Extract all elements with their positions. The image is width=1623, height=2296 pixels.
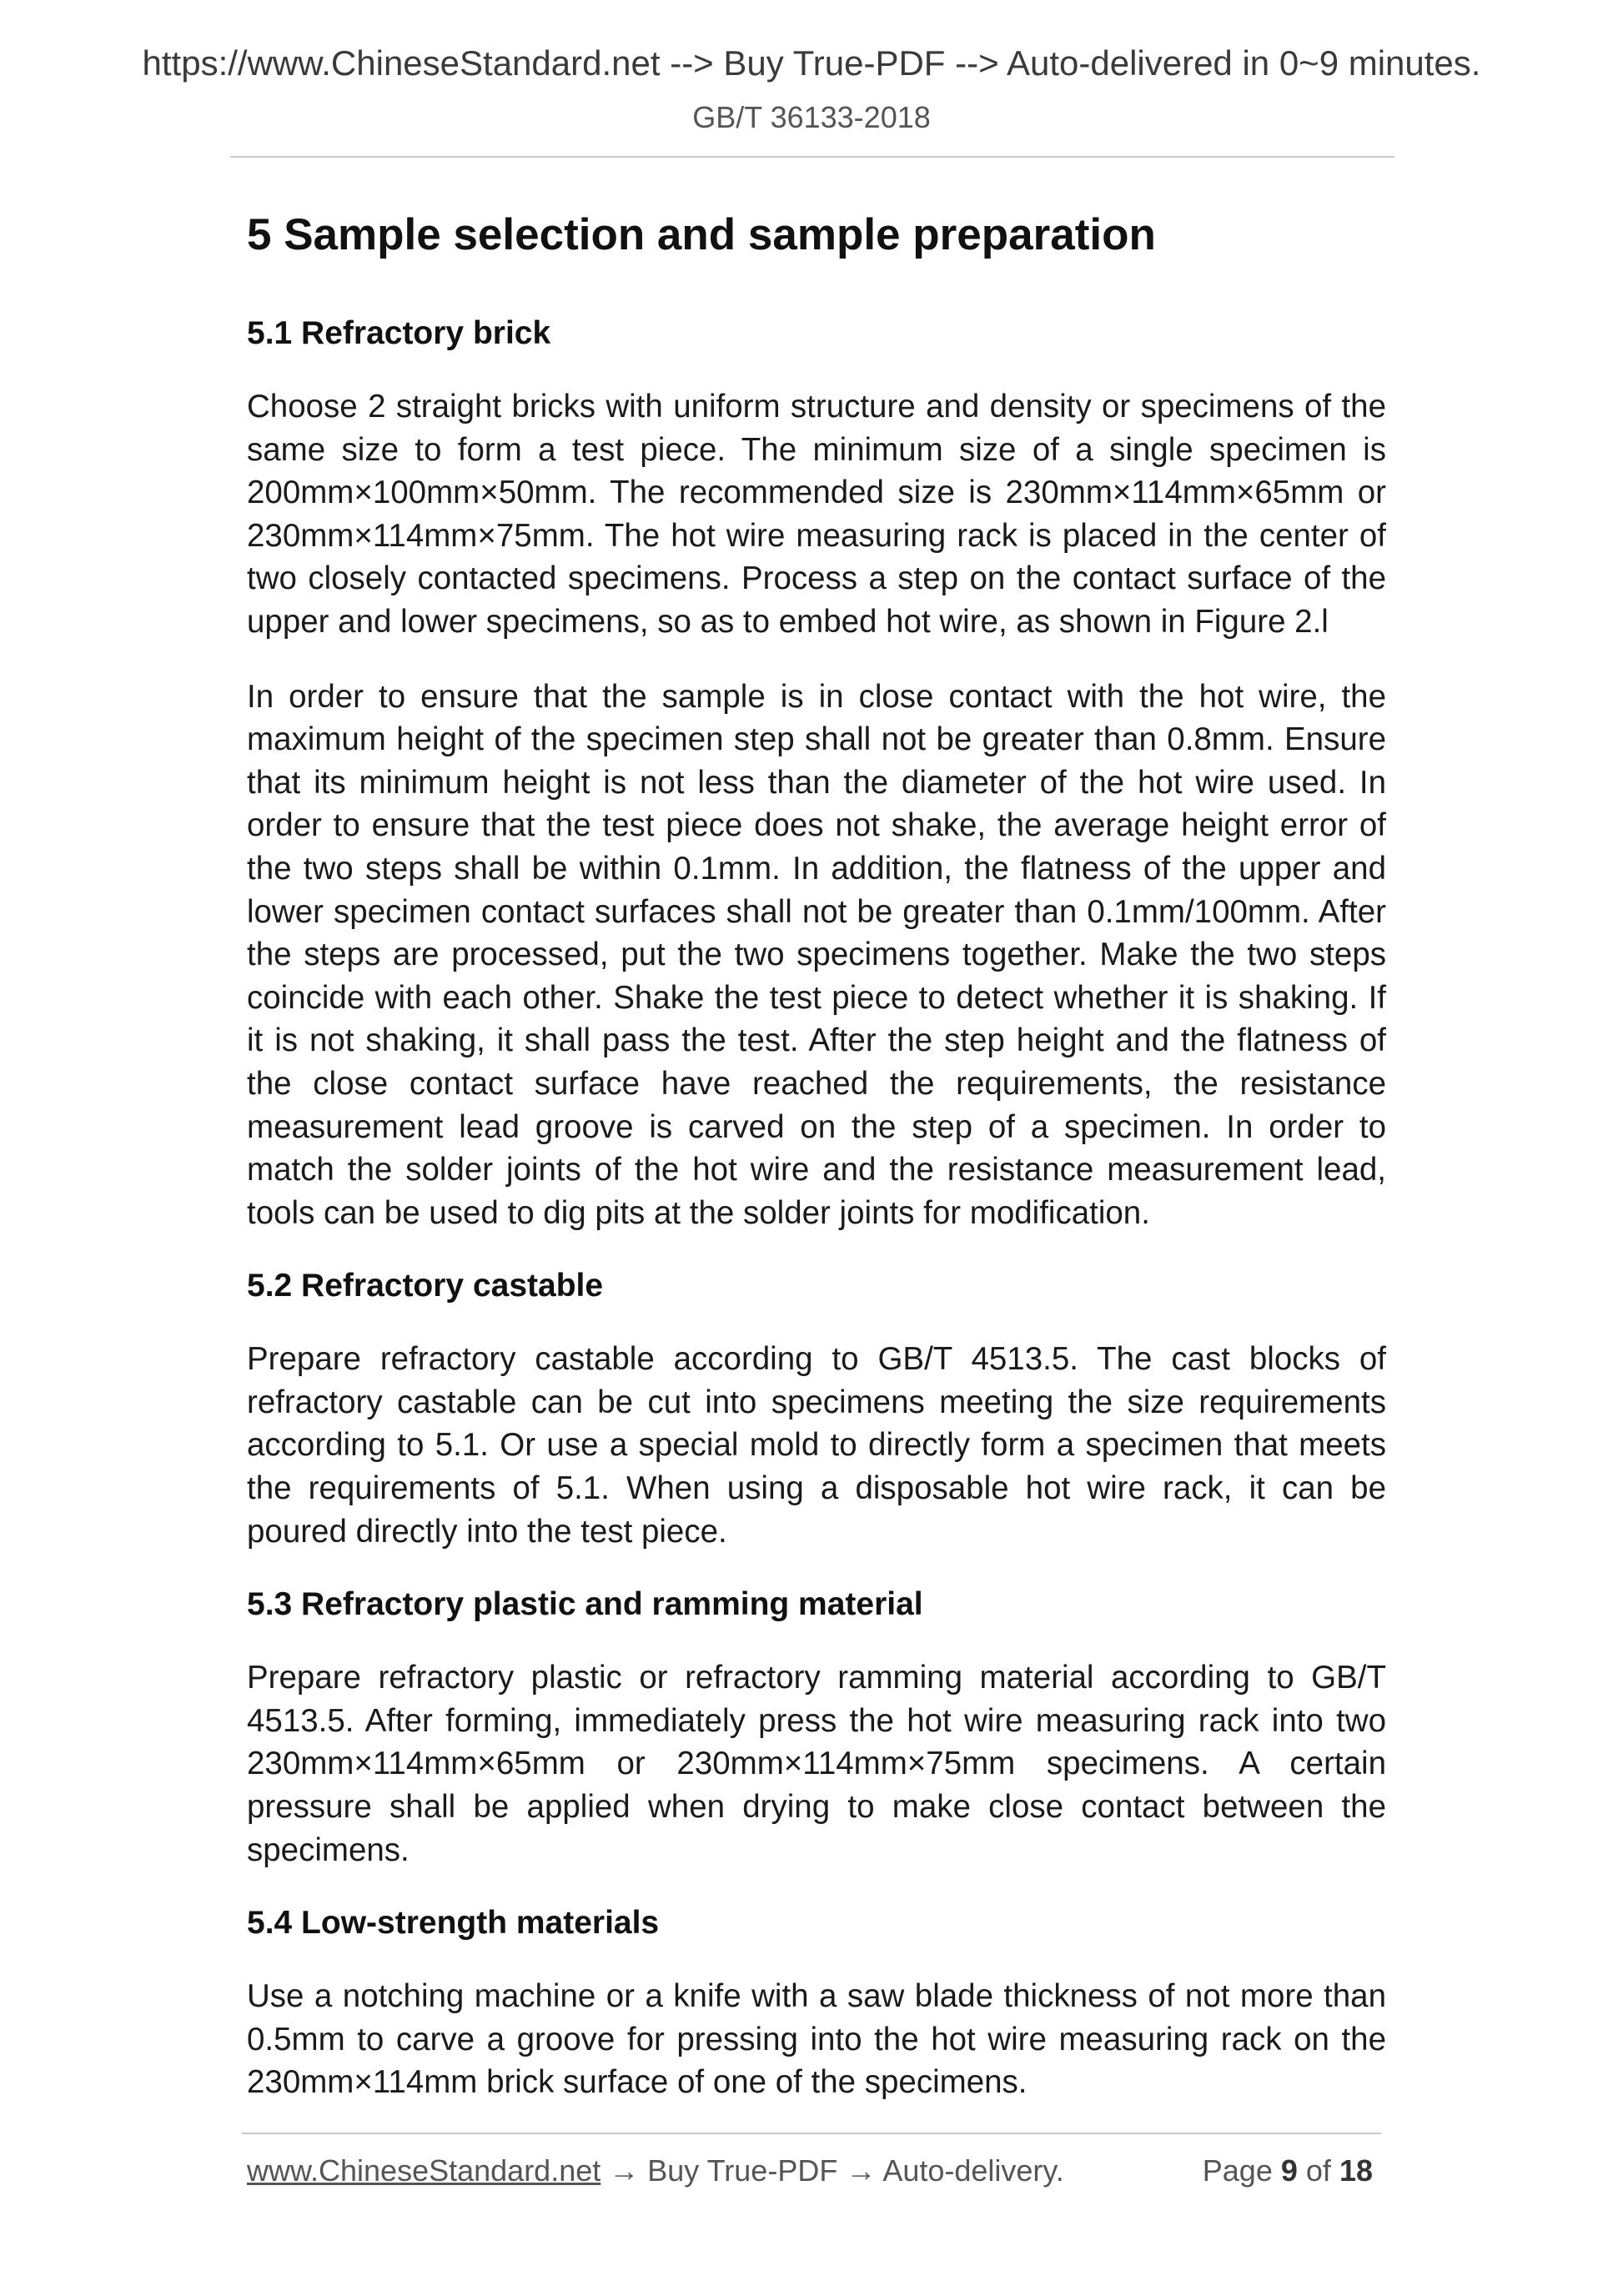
footer-divider bbox=[242, 2133, 1381, 2134]
subsection-heading-5-1: 5.1 Refractory brick bbox=[247, 315, 551, 351]
paragraph-5-1-a: Choose 2 straight bricks with uniform structure and density or specimens of the same size to form a test piece. The minimum size of a single specimen is 200mm×100mm×50mm. The recommended size is 230mm×114mm×65mm or 230mm×114mm×75mm. The hot wire measuring rack is placed in the center of two closely contacted specimens. Process a step on the contact surface of the upper and lower specimens, so as to embed hot wire, as shown in Figure 2.l bbox=[247, 389, 1386, 640]
page-indicator bbox=[1203, 2153, 1373, 2188]
page-content bbox=[247, 208, 1386, 2104]
footer-left bbox=[247, 2153, 1064, 2188]
footer-tagline: → Buy True-PDF → Auto-delivery. bbox=[600, 2153, 1064, 2188]
subsection-heading-5-2: 5.2 Refractory castable bbox=[247, 1268, 604, 1304]
subsection-heading-5-4: 5.4 Low-strength materials bbox=[247, 1905, 660, 1942]
section-title: 5 Sample selection and sample preparation bbox=[247, 210, 1156, 259]
top-banner[interactable]: https://www.ChineseStandard.net --> Buy True-PDF --> Auto-delivered in 0~9 minutes. bbox=[142, 43, 1481, 83]
of-word: of bbox=[1305, 2153, 1331, 2188]
subsection-heading-5-3: 5.3 Refractory plastic and ramming material bbox=[247, 1586, 923, 1623]
page-word: Page bbox=[1202, 2153, 1273, 2188]
paragraph-5-1-b: In order to ensure that the sample is in close contact with the hot wire, the maximum height of the specimen step shall not be greater than 0.8mm. Ensure that its minimum height is not less than the diameter of the hot wire used. In order to ensure that the test piece does not shake, the average height error of the two steps shall be within 0.1mm. In addition, the flatness of the upper and lower specimen contact surfaces shall not be greater than 0.1mm/100mm. After the steps are processed, put the two specimens together. Make the two steps coincide with each other. Shake the test piece to detect whether it is shaking. If it is not shaking, it shall pass the test. After the step height and the flatness of the close contact surface have reached the requirements, the resistance measurement lead groove is carved on the step of a specimen. In order to match the solder joints of the hot wire and the resistance measurement lead, tools can be used to dig pits at the solder joints for modification. bbox=[247, 678, 1386, 1231]
paragraph-5-3: Prepare refractory plastic or refractory ramming material according to GB/T 4513.5. After forming, immediately press the hot wire measuring rack into two 230mm×114mm×65mm or 230mm×114mm×75mm specimens. A certain pressure shall be applied when drying to make close contact between the specimens. bbox=[247, 1660, 1386, 1868]
paragraph-5-4: Use a notching machine or a knife with a saw blade thickness of not more than 0.5mm to carve a groove for pressing into the hot wire measuring rack on the 230mm×114mm brick surface of one of the specimens. bbox=[247, 1978, 1386, 2101]
current-page-number: 9 bbox=[1280, 2153, 1298, 2188]
document-code: GB/T 36133-2018 bbox=[692, 100, 931, 134]
paragraph-5-2: Prepare refractory castable according to GB/T 4513.5. The cast blocks of refractory castable can be cut into specimens meeting the size requirements according to 5.1. Or use a special mold to directly form a specimen that meets the requirements of 5.1. When using a disposable hot wire rack, it can be poured directly into the test piece. bbox=[247, 1341, 1386, 1550]
footer-site-link[interactable]: www.ChineseStandard.net bbox=[247, 2153, 601, 2188]
header-divider bbox=[230, 156, 1394, 158]
total-pages-number: 18 bbox=[1339, 2153, 1373, 2188]
